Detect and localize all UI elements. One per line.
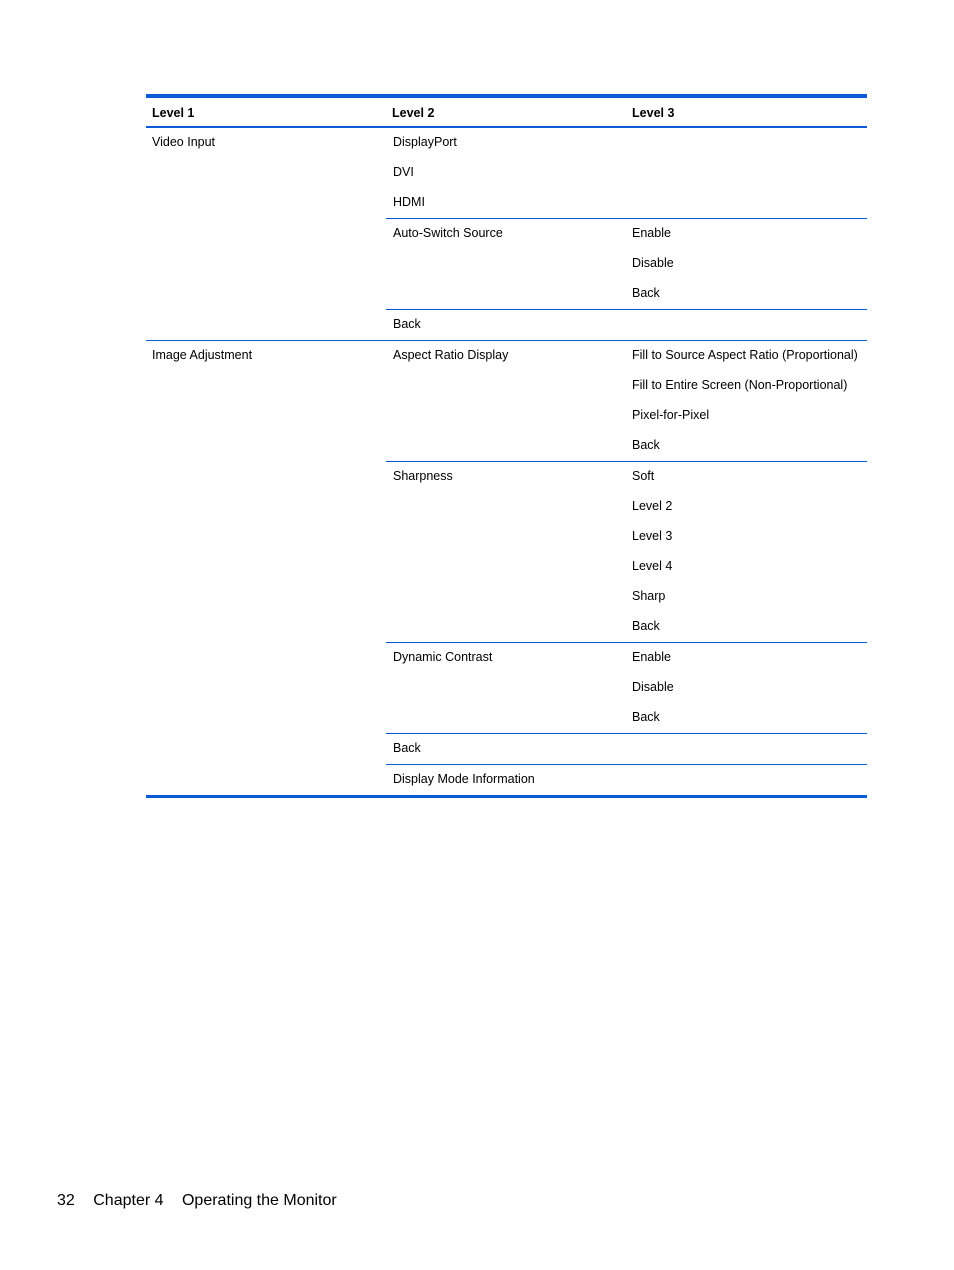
table-row [386,128,867,218]
level3-item: Level 2 [632,499,673,513]
table-row [386,341,867,461]
table-row [386,218,867,309]
level2-item: DisplayPort [393,135,457,149]
level3-cell [626,310,867,340]
level3-cell [626,765,867,795]
level3-cell [626,462,867,642]
table-section [146,340,867,795]
level2-item: Dynamic Contrast [393,650,493,664]
table-row [386,733,867,764]
level2-item: Aspect Ratio Display [393,348,509,362]
table-row [386,642,867,733]
level2-item: HDMI [393,195,425,209]
level3-item: Sharp [632,589,666,603]
level2-cell [386,643,626,733]
level3-item: Level 4 [632,559,673,573]
page-footer [57,1192,351,1210]
level3-cell [626,643,867,733]
level2-group [386,341,867,795]
level3-item: Fill to Source Aspect Ratio (Proportional) [632,348,858,362]
level2-cell [386,765,626,795]
level3-item: Enable [632,650,671,664]
level3-cell [626,128,867,218]
table-row [386,461,867,642]
level3-cell [626,734,867,764]
header-level-2: Level 2 [392,106,435,120]
level3-item: Back [632,619,660,633]
level3-item: Pixel-for-Pixel [632,408,710,422]
header-level-3: Level 3 [632,106,675,120]
level2-item: Sharpness [393,469,453,483]
level2-item: Back [393,741,421,755]
level2-cell [386,310,626,340]
level2-cell [386,341,626,461]
table-row [386,764,867,795]
level3-item: Back [632,438,660,452]
level2-cell [386,219,626,309]
level3-item: Disable [632,680,674,694]
level3-item: Level 3 [632,529,673,543]
level3-cell [626,341,867,461]
level3-item: Enable [632,226,671,240]
level2-item: Display Mode Information [393,772,535,786]
level3-item: Disable [632,256,674,270]
level3-item: Soft [632,469,655,483]
level2-cell [386,128,626,218]
level2-item: DVI [393,165,414,179]
table-section [146,128,867,340]
osd-menu-table [146,94,867,798]
level2-item: Back [393,317,421,331]
level2-group [386,128,867,340]
level2-cell [386,734,626,764]
level1-cell: Image Adjustment [152,348,253,362]
chapter-label: Chapter 4 [93,1192,164,1209]
header-level-1: Level 1 [152,106,195,120]
table-header [146,98,867,128]
level2-item: Auto-Switch Source [393,226,503,240]
level1-cell: Video Input [152,135,216,149]
level3-item: Back [632,710,660,724]
level3-item: Fill to Entire Screen (Non-Proportional) [632,378,848,392]
table-row [386,309,867,340]
level3-cell [626,219,867,309]
level3-item: Back [632,286,660,300]
chapter-title: Operating the Monitor [181,1192,337,1209]
level2-cell [386,462,626,642]
table-body [146,128,867,795]
page-number: 32 [57,1192,75,1209]
